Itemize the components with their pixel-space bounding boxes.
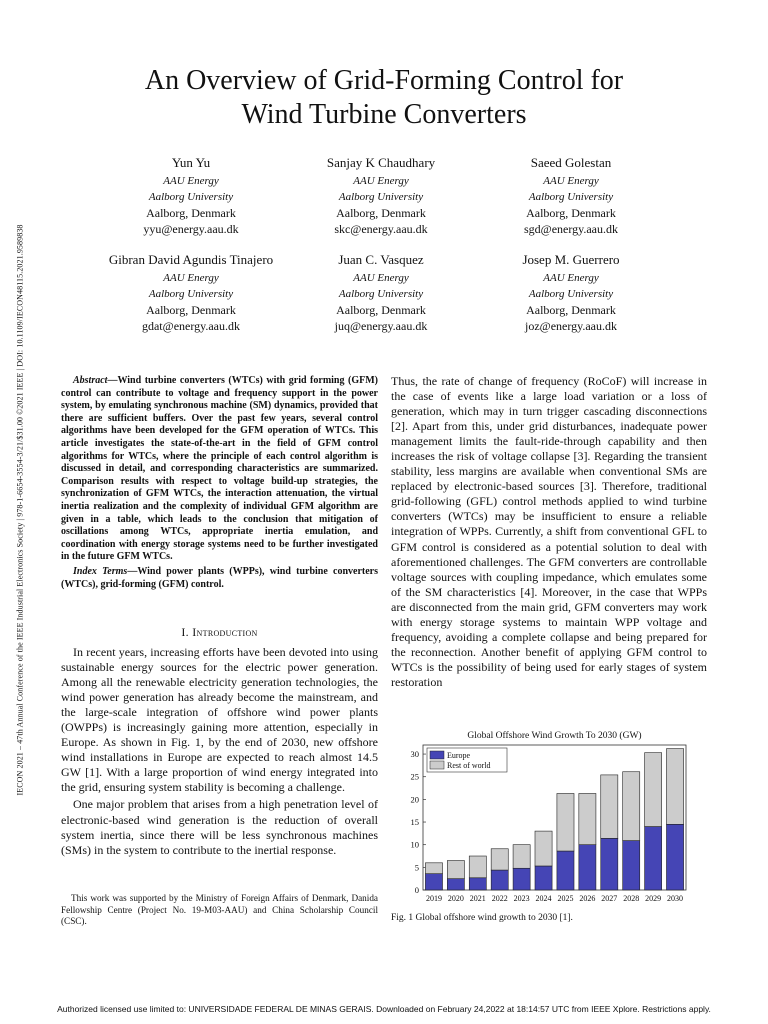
author-email: joz@energy.aau.dk (524, 319, 617, 333)
author-email: juq@energy.aau.dk (334, 319, 428, 333)
author-name: Gibran David Agundis Tinajero (108, 252, 274, 267)
x-tick-label: 2025 (557, 894, 574, 903)
author-name: Yun Yu (171, 155, 211, 170)
y-tick-label: 15 (410, 817, 419, 828)
author-block (281, 250, 481, 334)
bar-europe (447, 879, 464, 890)
author-name: Josep M. Guerrero (522, 252, 620, 267)
x-tick-label: 2023 (513, 894, 530, 903)
bar-europe (469, 878, 486, 890)
legend-label: Rest of world (447, 761, 491, 770)
author-name: Saeed Golestan (530, 155, 612, 170)
introduction-body (61, 645, 378, 860)
bar-rest-of-world (666, 749, 683, 825)
chart-svg (388, 727, 688, 907)
y-tick-label: 0 (414, 885, 419, 895)
author-email: skc@energy.aau.dk (334, 222, 428, 236)
x-tick-label: 2026 (579, 894, 596, 903)
y-tick-label: 5 (414, 862, 419, 873)
author-city: Aalborg, Denmark (146, 303, 236, 317)
bar-rest-of-world (557, 793, 574, 851)
abstract-label: Abstract (73, 375, 108, 386)
funding-footnote: This work was supported by the Ministry of Foreign Affairs of Denmark, Danida Fellowship Centre (Project No. 19-M03-AAU) and China Scholarship Council (CSC). (61, 893, 378, 926)
author-org: Aalborg University (338, 288, 424, 300)
bar-rest-of-world (645, 753, 662, 827)
author-org: Aalborg University (338, 191, 424, 203)
index-terms-label: Index Terms (73, 565, 128, 577)
bar-europe (579, 845, 596, 890)
author-city: Aalborg, Denmark (336, 303, 426, 317)
x-tick-label: 2019 (425, 894, 442, 903)
bar-rest-of-world (579, 793, 596, 844)
author-name: Juan C. Vasquez (338, 252, 424, 267)
author-dept: AAU Energy (353, 272, 409, 284)
author-dept: AAU Energy (353, 175, 409, 187)
bar-rest-of-world (491, 849, 508, 870)
author-block (281, 153, 481, 237)
author-dept: AAU Energy (163, 175, 219, 187)
y-tick-label: 30 (410, 749, 419, 760)
section-number: I. (181, 625, 189, 639)
bar-europe (623, 841, 640, 890)
bar-rest-of-world (535, 831, 552, 866)
chart-title: Global Offshore Wind Growth To 2030 (GW) (467, 731, 642, 741)
bar-rest-of-world (623, 772, 640, 841)
bar-europe (535, 866, 552, 890)
y-tick-label: 25 (410, 771, 419, 782)
index-terms (61, 566, 378, 591)
author-block (471, 250, 671, 334)
author-dept: AAU Energy (543, 272, 599, 284)
bar-rest-of-world (513, 845, 530, 869)
intro-paragraph: One major problem that arises from a high penetration level of electronic-based wind generation is the reduction of overall system inertia, since there will be less synchronous machines (SMs) in the system to contribute to the inertial response. (61, 797, 378, 857)
y-tick-label: 20 (410, 794, 419, 805)
section-heading (61, 625, 378, 640)
legend-label: Europe (447, 751, 471, 760)
section-title: Introduction (192, 625, 258, 639)
paper-title (84, 64, 684, 132)
x-tick-label: 2029 (645, 894, 662, 903)
bar-europe (513, 868, 530, 890)
x-tick-label: 2028 (623, 894, 640, 903)
author-org: Aalborg University (148, 191, 234, 203)
author-email: gdat@energy.aau.dk (141, 319, 240, 333)
bar-europe (557, 851, 574, 890)
author-email: sgd@energy.aau.dk (523, 222, 619, 236)
figure-caption: Fig. 1 Global offshore wind growth to 2030 [1]. (391, 913, 573, 923)
bar-europe (601, 838, 618, 890)
x-tick-label: 2021 (469, 894, 486, 903)
author-org: Aalborg University (528, 288, 614, 300)
index-terms-text: —Wind power plants (WPPs), wind turbine converters (WTCs), grid-forming (GFM) control. (61, 565, 378, 590)
abstract (61, 375, 378, 593)
author-city: Aalborg, Denmark (526, 206, 616, 220)
author-city: Aalborg, Denmark (336, 206, 426, 220)
author-dept: AAU Energy (543, 175, 599, 187)
bar-rest-of-world (601, 775, 618, 838)
bar-europe (425, 874, 442, 890)
author-name: Sanjay K Chaudhary (326, 155, 436, 170)
intro-paragraph: In recent years, increasing efforts have been devoted into using sustainable energy sources for the electric power generation. Among all the renewable electricity generation technologies, the wind power generation has already become the mainstream, and the large-scale integration of offshore wind power plants (OWPPs) is increasingly gaining more attention, especially in Europe. As shown in Fig. 1, by the end of 2030, new offshore wind installations in Europe are expected to reach almost 14.5 GW [1]. With a large proportion of wind energy integrated into the grid, ensuring system stability is becoming a challenge. (61, 645, 378, 795)
author-block (91, 153, 291, 237)
title-line-2: Wind Turbine Converters (241, 99, 527, 130)
license-footer: Authorized licensed use limited to: UNIVERSIDADE FEDERAL DE MINAS GERAIS. Downloaded on February 24,2022 at 18:14:57 UTC from IEEE Xplore. Restrictions apply. (57, 1004, 711, 1014)
bar-europe (645, 827, 662, 890)
abstract-paragraph (61, 375, 378, 564)
legend-swatch (430, 761, 444, 769)
bar-rest-of-world (469, 856, 486, 878)
side-note-text: IECON 2021 – 47th Annual Conference of the IEEE Industrial Electronics Society | 978-1-6654-3554-3/21/$31.00 ©2021 IEEE | DOI: 10.1109/IECON48115.2021.9589838 (15, 224, 25, 796)
x-tick-label: 2020 (447, 894, 464, 903)
bar-europe (666, 824, 683, 890)
author-email: yyu@energy.aau.dk (143, 222, 239, 236)
offshore-wind-chart (388, 727, 688, 907)
x-tick-label: 2024 (535, 894, 552, 903)
author-dept: AAU Energy (163, 272, 219, 284)
bar-rest-of-world (425, 863, 442, 874)
ieee-side-note (8, 150, 32, 870)
author-city: Aalborg, Denmark (146, 206, 236, 220)
author-org: Aalborg University (148, 288, 234, 300)
right-column-text: Thus, the rate of change of frequency (RoCoF) will increase in the case of events like a large load variation or a loss of generation, which may in turn trigger cascading disconnections [2]. Apart from this, under grid disturbances, inadequate power management limits the fault-ride-through capability and then increases the risk of voltage collapse [3]. Regarding the transient stability, less margins are available when conventional SMs are replaced by electronic-based sources [3]. Therefore, traditional grid-following (GFL) control methods applied to wind turbine converters (WTCs) may be insufficient to ensure a reliable integration of WPPs. Currently, a shift from conventional GFL to GFM control is considered as a potential solution to deal with aforementioned challenges. The GFM converters are controllable voltage sources with coupling impedance, which emulates some of the SM characteristics [4]. Moreover, in the case that WPPs are disconnected from the main grid, GFM converters may work with energy storage systems to maintain WPP voltage and frequency, avoiding a complete collapse and being prepared for the reconnection. Another benefit of applying GFM control to WTCs is the possibility of being used for early stages of system restoration (391, 374, 707, 689)
author-org: Aalborg University (528, 191, 614, 203)
abstract-text: —Wind turbine converters (WTCs) with grid forming (GFM) control can contribute to voltage and frequency support in the power system, by emulating synchronous machine (SM) dynamics, provided that there are sufficient buffers. Over the past few years, several control algorithms have been developed for the GFM operation of WTCs. This article investigates the state-of-the-art in the field of GFM control algorithms for WTCs, where the principle of each control algorithm is discussed in detail, and corresponding characteristics are summarized. Comparison results with respect to voltage build-up strategies, the synchronization of GFM WTCs, the interaction attenuation, the virtual inertia realization and the complexity of individual GFM algorithm are given in a table, which leads to the conclusion that mitigation of oscillations among WTCs, appropriate inertia emulation, and coordination with energy storage systems need to be further investigated in the future GFM WTCs. (61, 375, 378, 563)
author-block (91, 250, 291, 334)
x-tick-label: 2030 (667, 894, 684, 903)
title-line-1: An Overview of Grid-Forming Control for (144, 65, 624, 96)
x-tick-label: 2027 (601, 894, 618, 903)
legend-swatch (430, 751, 444, 759)
bar-rest-of-world (447, 861, 464, 879)
x-tick-label: 2022 (491, 894, 508, 903)
bar-europe (491, 870, 508, 890)
y-tick-label: 10 (410, 839, 419, 850)
author-city: Aalborg, Denmark (526, 303, 616, 317)
author-block (471, 153, 671, 237)
